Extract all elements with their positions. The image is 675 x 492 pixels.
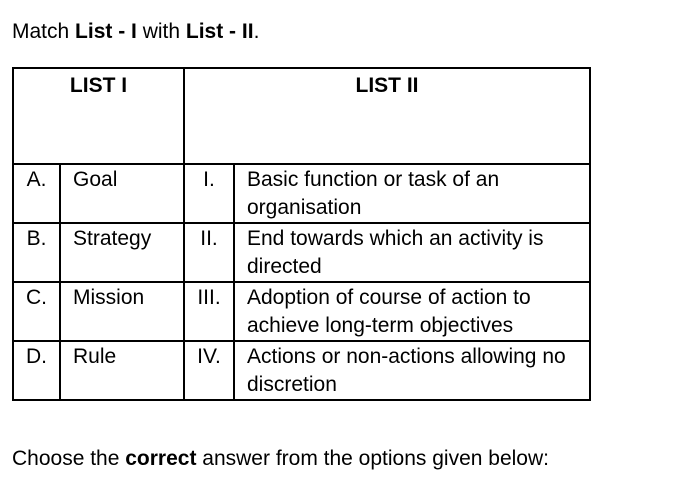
row-term: Mission [60,282,184,341]
row-description: End towards which an activity is directed [234,223,590,282]
table-row [13,223,590,282]
row-term: Goal [60,164,184,223]
row-description: Actions or non-actions allowing no discretion [234,341,590,400]
question-part2: with [136,20,186,43]
row-letter: B. [13,223,60,282]
table-header-row [13,68,590,164]
question-part1: Match [12,20,76,43]
row-letter: A. [13,164,60,223]
header-list2: LIST II [184,68,590,164]
row-numeral: I. [184,164,234,223]
row-term: Strategy [60,223,184,282]
question-part3: . [253,20,260,43]
match-table [12,67,591,401]
table-row [13,341,590,400]
row-letter: D. [13,341,60,400]
row-numeral: II. [184,223,234,282]
list2-label: List - II [185,20,254,43]
table-row [13,164,590,223]
row-numeral: IV. [184,341,234,400]
instruction-part2: answer from the options given below: [196,447,549,470]
table-row [13,282,590,341]
instruction-bold: correct [125,447,197,470]
list1-label: List - I [75,20,137,43]
row-term: Rule [60,341,184,400]
question-text [12,19,259,45]
instruction-text [12,446,549,472]
row-numeral: III. [184,282,234,341]
row-letter: C. [13,282,60,341]
instruction-part1: Choose the [12,447,126,470]
row-description: Basic function or task of an organisation [234,164,590,223]
header-list1: LIST I [13,68,184,164]
row-description: Adoption of course of action to achieve long-term objectives [234,282,590,341]
